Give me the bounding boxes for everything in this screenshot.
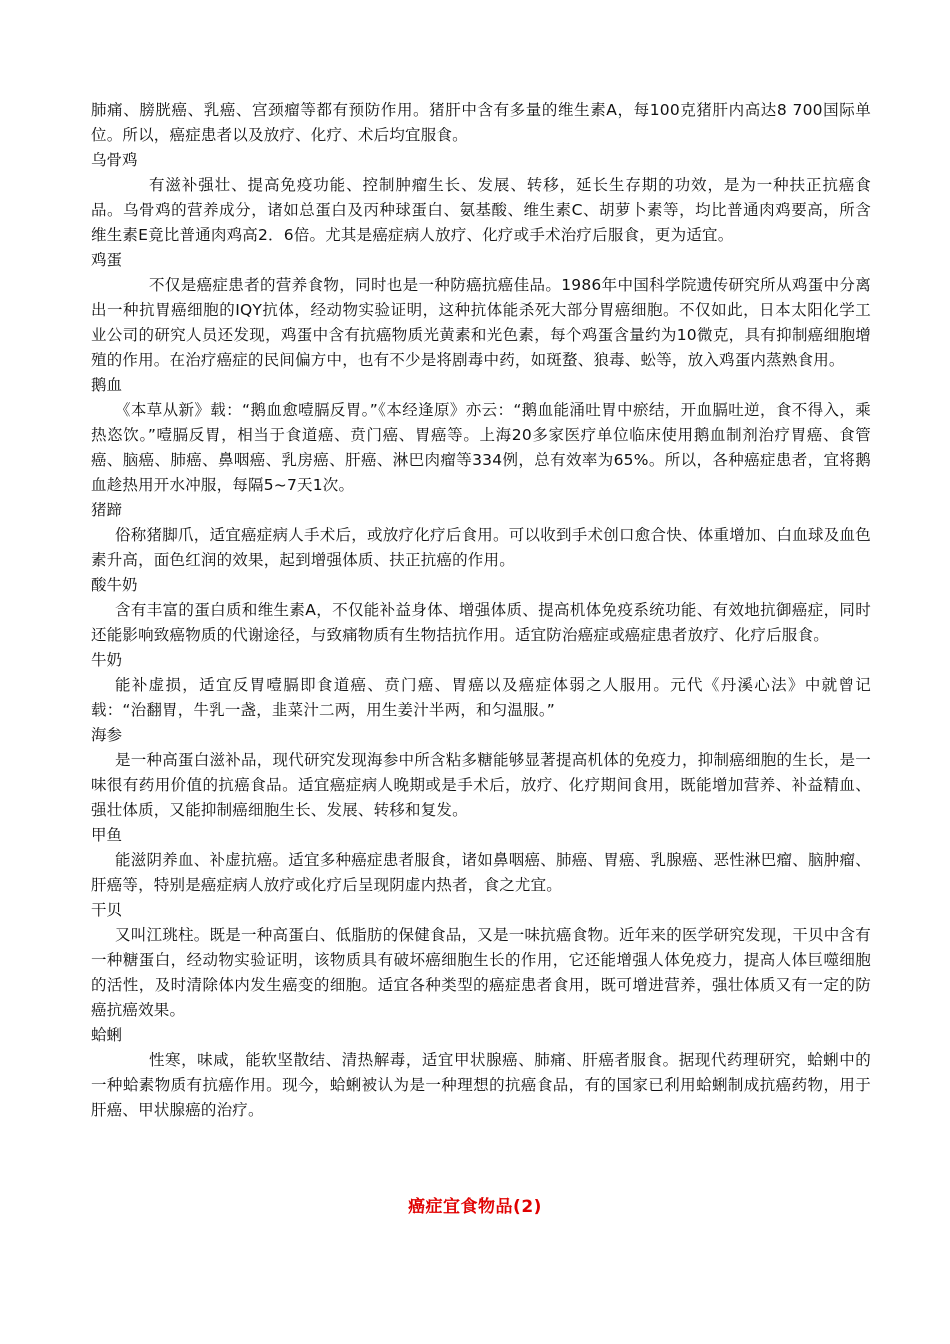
section-text-egg: 不仅是癌症患者的营养食物，同时也是一种防癌抗癌佳品。1986年中国科学院遗传研究所从鸡蛋中分离出一种抗胃癌细胞的IQY抗体，经动物实验证明，这种抗体能杀死大部分胃癌细胞。不仅如此，日本太阳化学工业公司的研究人员还发现，鸡蛋中含有抗癌物质光黄素和光色素，每个鸡蛋含量约为10微克，具有抑制癌细胞增殖的作用。在治疗癌症的民间偏方中，也有不少是将剧毒中药，如斑蝥、狼毒、蚣等，放入鸡蛋内蒸熟食用。 — [91, 276, 871, 369]
section-title-goose-blood: 鹅血 — [91, 376, 123, 394]
section-text-yogurt: 含有丰富的蛋白质和维生素A，不仅能补益身体、增强体质、提高机体免疫系统功能、有效地抗御癌症，同时还能影响致癌物质的代谢途径，与致痛物质有生物拮抗作用。适宜防治癌症或癌症患者放疗、化疗后服食。 — [91, 601, 871, 644]
section-text-scallop: 又叫江珧柱。既是一种高蛋白、低脂肪的保健食品，又是一味抗癌食物。近年来的医学研究发现，干贝中含有一种糖蛋白，经动物实验证明，该物质具有破坏癌细胞生长的作用，它还能增强人体免疫力，提高人体巨噬细胞的活性，及时清除体内发生癌变的细胞。适宜各种类型的癌症患者食用，既可增进营养，强壮体质又有一定的防癌抗癌效果。 — [91, 926, 871, 1019]
section-title-wugu-chicken: 乌骨鸡 — [91, 151, 138, 169]
section-text-wugu-chicken: 有滋补强壮、提高免疫功能、控制肿瘤生长、发展、转移，延长生存期的功效，是为一种扶正抗癌食品。乌骨鸡的营养成分，诸如总蛋白及丙种球蛋白、氨基酸、维生素C、胡萝卜素等，均比普通肉鸡要高，所含维生素E竟比普通肉鸡高2．6倍。尤其是癌症病人放疗、化疗或手术治疗后服食，更为适宜。 — [91, 176, 871, 244]
section-title-milk: 牛奶 — [91, 651, 123, 669]
section-title-clam: 蛤蜊 — [91, 1026, 123, 1044]
section-title-turtle: 甲鱼 — [91, 826, 123, 844]
section-title-egg: 鸡蛋 — [91, 251, 123, 269]
section-text-pig-trotter: 俗称猪脚爪，适宜癌症病人手术后，或放疗化疗后食用。可以收到手术创口愈合快、体重增加、白血球及血色素升高，面色红润的效果，起到增强体质、扶正抗癌的作用。 — [91, 526, 871, 569]
section-text-milk: 能补虚损，适宜反胃噎膈即食道癌、贲门癌、胃癌以及癌症体弱之人服用。元代《丹溪心法》中就曾记载：“治翻胃，牛乳一盏，韭菜汁二两，用生姜汁半两，和匀温服。” — [91, 676, 871, 719]
section-text-turtle: 能滋阴养血、补虚抗癌。适宜多种癌症患者服食，诸如鼻咽癌、肺癌、胃癌、乳腺癌、恶性淋巴瘤、脑肿瘤、肝癌等，特别是癌症病人放疗或化疗后呈现阴虚内热者，食之尤宜。 — [91, 851, 871, 894]
section-title-sea-cucumber: 海参 — [91, 726, 123, 744]
section-text-sea-cucumber: 是一种高蛋白滋补品，现代研究发现海参中所含粘多糖能够显著提高机体的免疫力，抑制癌细胞的生长，是一味很有药用价值的抗癌食品。适宜癌症病人晚期或是手术后，放疗、化疗期间食用，既能增加营养、补益精血、强壮体质，又能抑制癌细胞生长、发展、转移和复发。 — [91, 751, 871, 819]
section-text-goose-blood: 《本草从新》载：“鹅血愈噎膈反胃。”《本经逢原》亦云：“鹅血能涌吐胃中瘀结，开血膈吐逆，食不得入，乘热恣饮。”噎膈反胃，相当于食道癌、贲门癌、胃癌等。上海20多家医疗单位临床使用鹅血制剂治疗胃癌、食管癌、脑癌、肺癌、鼻咽癌、乳房癌、肝癌、淋巴肉瘤等334例，总有效率为65%。所以，各种癌症患者，宜将鹅血趁热用开水冲服，每隔5~7天1次。 — [91, 401, 871, 494]
intro-paragraph: 肺痛、膀胱癌、乳癌、宫颈瘤等都有预防作用。猪肝中含有多量的维生素A，每100克猪肝内高达8 700国际单位。所以，癌症患者以及放疗、化疗、术后均宜服食。 — [91, 101, 871, 144]
section-text-clam: 性寒，味咸，能软坚散结、清热解毒，适宜甲状腺癌、肺痛、肝癌者服食。据现代药理研究，蛤蜊中的一种蛤素物质有抗癌作用。现今，蛤蜊被认为是一种理想的抗癌食品，有的国家已利用蛤蜊制成抗癌药物，用于肝癌、甲状腺癌的治疗。 — [91, 1051, 871, 1119]
section-title-scallop: 干贝 — [91, 901, 123, 919]
document-body — [91, 98, 871, 1123]
section-title-pig-trotter: 猪蹄 — [91, 501, 123, 519]
next-page-title: 癌症宜食物品(2) — [408, 1197, 542, 1217]
section-title-yogurt: 酸牛奶 — [91, 576, 138, 594]
